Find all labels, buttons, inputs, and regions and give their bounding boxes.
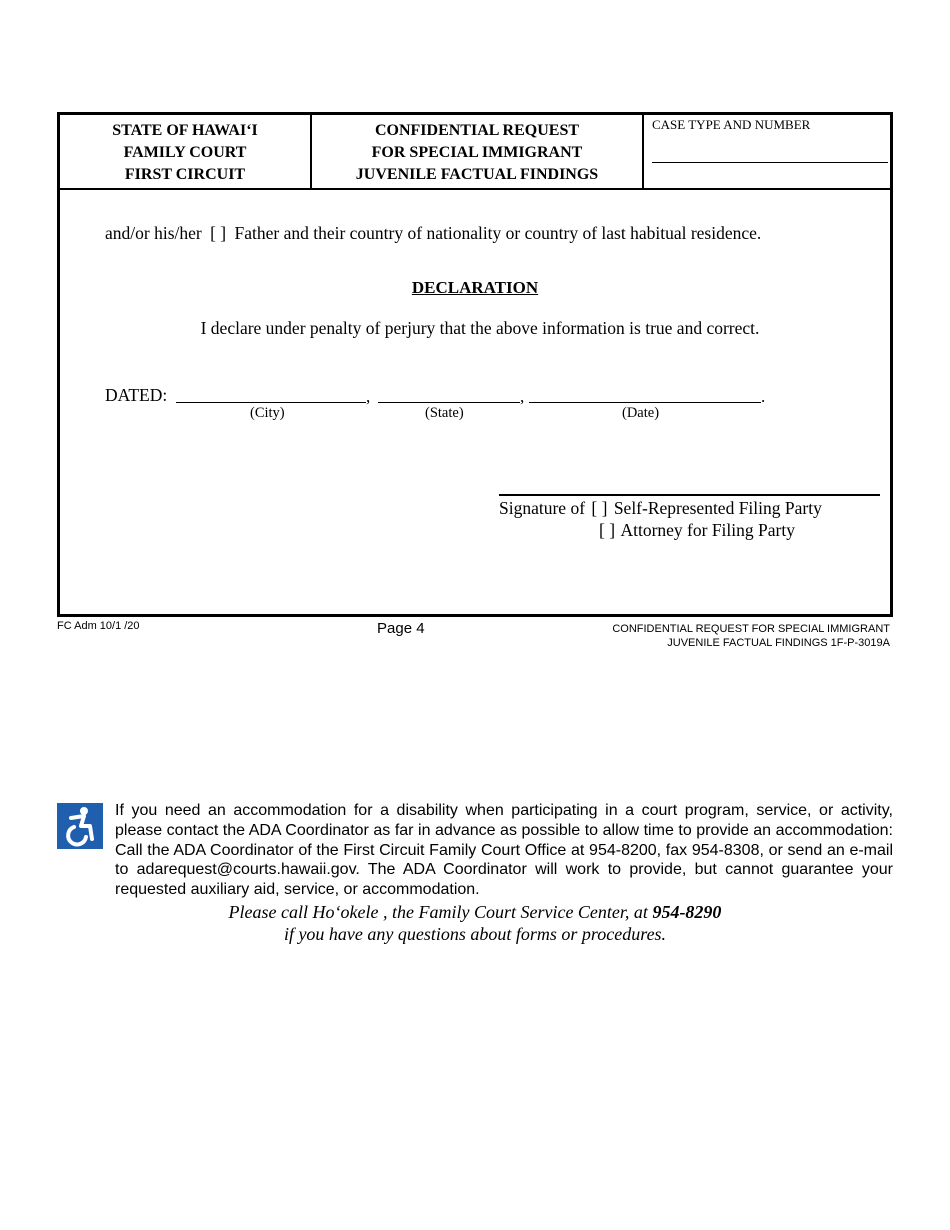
- continuation-text: Father and their country of nationality or country of last habitual residence.: [234, 223, 762, 243]
- help-text: Please call Ho‘okele , the Family Court Service Center, at: [228, 902, 648, 922]
- signature-line-1: [499, 498, 822, 519]
- declaration-text: I declare under penalty of perjury that the above information is true and correct.: [200, 318, 760, 338]
- attorney-checkbox[interactable]: [ ]: [599, 520, 616, 540]
- case-number-cell: [644, 115, 890, 188]
- title-cell: [312, 115, 644, 188]
- form-id: FC Adm 10/1 /20: [57, 620, 140, 632]
- accessibility-icon: [57, 803, 103, 849]
- form-box: [57, 112, 893, 617]
- court-cell: [60, 115, 312, 188]
- date-field[interactable]: [529, 402, 761, 403]
- dated-label: DATED:: [105, 385, 168, 405]
- state-comma: ,: [520, 387, 525, 406]
- case-number-field[interactable]: [652, 162, 888, 163]
- declaration-title: DECLARATION: [411, 278, 539, 297]
- self-represented-label: Self-Represented Filing Party: [613, 498, 822, 518]
- form-header: [60, 115, 890, 190]
- date-period: .: [761, 387, 766, 406]
- date-label: (Date): [622, 405, 660, 421]
- state-field[interactable]: [378, 402, 520, 403]
- help-phone: 954-8290: [652, 902, 722, 922]
- continuation-line: [105, 223, 761, 244]
- signature-field[interactable]: [499, 494, 880, 496]
- form-title: CONFIDENTIAL REQUEST FOR SPECIAL IMMIGRANT JUVENILE FACTUAL FINDINGS: [355, 122, 599, 183]
- ada-notice: If you need an accommodation for a disability when participating in a court program, service, or activity, please contact the ADA Coordinator as far in advance as possible to allow time to provide an accommodation: Call the ADA Coordinator of the First Circuit Family Court Office at 954-8200, fax 954-8308, or send an e-mail to adarequest@courts.hawaii.gov. The ADA Coordinator will work to provide, but cannot guarantee your requested auxiliary aid, service, or accommodation.: [115, 802, 893, 899]
- help-line-1: [0, 902, 950, 923]
- signature-label: Signature of: [499, 498, 586, 518]
- city-comma: ,: [366, 387, 371, 406]
- father-checkbox[interactable]: [ ]: [210, 223, 227, 243]
- page-number: Page 4: [377, 620, 425, 637]
- case-type-label: CASE TYPE AND NUMBER: [652, 117, 811, 132]
- attorney-label: Attorney for Filing Party: [620, 520, 795, 540]
- signature-line-2: [599, 520, 795, 541]
- self-represented-checkbox[interactable]: [ ]: [591, 498, 608, 518]
- continuation-prefix: and/or his/her: [105, 223, 202, 243]
- city-field[interactable]: [176, 402, 366, 403]
- help-line-2: if you have any questions about forms or procedures.: [283, 924, 667, 944]
- footer-form-title: CONFIDENTIAL REQUEST FOR SPECIAL IMMIGRANT JUVENILE FACTUAL FINDINGS 1F-P-3019A: [612, 623, 890, 649]
- court-name: STATE OF HAWAI‘I FAMILY COURT FIRST CIRCUIT: [112, 122, 258, 183]
- state-label: (State): [425, 405, 464, 421]
- city-label: (City): [250, 405, 285, 421]
